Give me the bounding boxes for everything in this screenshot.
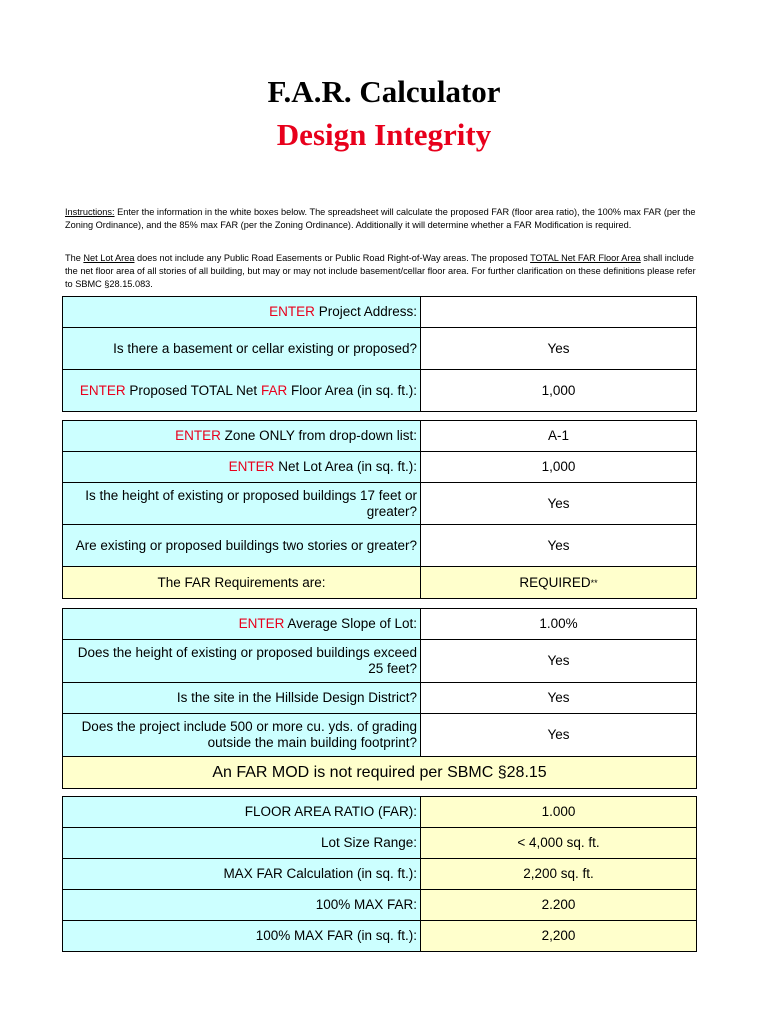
floor-area-ratio-label: FLOOR AREA RATIO (FAR): xyxy=(63,797,421,828)
lot-size-range-value: < 4,000 sq. ft. xyxy=(421,828,697,859)
max-far-100-sqft-value: 2,200 xyxy=(421,921,697,952)
project-address-input[interactable] xyxy=(421,297,697,328)
net-lot-area-row xyxy=(63,452,697,483)
hillside-row xyxy=(63,683,697,714)
hillside-select[interactable]: Yes xyxy=(421,683,697,714)
far-requirements-row xyxy=(63,567,697,599)
definitions-text-a: The xyxy=(65,253,84,263)
zone-label: ENTER Zone ONLY from drop-down list: xyxy=(63,421,421,452)
two-stories-label: Are existing or proposed buildings two stories or greater? xyxy=(63,525,421,567)
far-requirements-label: The FAR Requirements are: xyxy=(63,567,421,599)
height-17-select[interactable]: Yes xyxy=(421,483,697,525)
definitions-text-b: does not include any Public Road Easements or Public Road Right-of-Way areas. The proposed xyxy=(134,253,531,263)
max-far-100-sqft-label: 100% MAX FAR (in sq. ft.): xyxy=(63,921,421,952)
height-17-row xyxy=(63,483,697,525)
floor-area-row xyxy=(63,370,697,412)
far-mod-row xyxy=(63,757,697,789)
project-info-table xyxy=(62,296,697,412)
lot-size-range-label: Lot Size Range: xyxy=(63,828,421,859)
floor-area-ratio-value: 1.000 xyxy=(421,797,697,828)
page-subtitle: Design Integrity xyxy=(276,117,492,152)
basement-label: Is there a basement or cellar existing or proposed? xyxy=(63,328,421,370)
lot-size-range-row xyxy=(63,828,697,859)
grading-row xyxy=(63,714,697,757)
height-25-label: Does the height of existing or proposed buildings exceed 25 feet? xyxy=(63,640,421,683)
zone-row xyxy=(63,421,697,452)
avg-slope-row xyxy=(63,609,697,640)
net-lot-area-label: ENTER Net Lot Area (in sq. ft.): xyxy=(63,452,421,483)
project-address-row xyxy=(63,297,697,328)
height-17-label: Is the height of existing or proposed buildings 17 feet or greater? xyxy=(63,483,421,525)
instructions-paragraph-1 xyxy=(65,206,701,232)
project-address-label: ENTER Project Address: xyxy=(63,297,421,328)
avg-slope-input[interactable]: 1.00% xyxy=(421,609,697,640)
far-results-table xyxy=(62,796,697,952)
far-row xyxy=(63,797,697,828)
max-far-calc-row xyxy=(63,859,697,890)
slope-grading-table xyxy=(62,608,697,789)
basement-row xyxy=(63,328,697,370)
page-title: F.A.R. Calculator xyxy=(267,74,501,109)
two-stories-select[interactable]: Yes xyxy=(421,525,697,567)
net-lot-area-term: Net Lot Area xyxy=(83,253,135,263)
total-net-far-floor-area-term: TOTAL Net FAR Floor Area xyxy=(530,253,641,263)
instructions-paragraph-2 xyxy=(65,252,701,291)
height-25-select[interactable]: Yes xyxy=(421,640,697,683)
max-far-100-row xyxy=(63,890,697,921)
max-far-calc-value: 2,200 sq. ft. xyxy=(421,859,697,890)
max-far-100-label: 100% MAX FAR: xyxy=(63,890,421,921)
avg-slope-label: ENTER Average Slope of Lot: xyxy=(63,609,421,640)
grading-select[interactable]: Yes xyxy=(421,714,697,757)
height-25-row xyxy=(63,640,697,683)
far-mod-message: An FAR MOD is not required per SBMC §28.15 xyxy=(63,757,697,789)
net-lot-area-input[interactable]: 1,000 xyxy=(421,452,697,483)
max-far-calc-label: MAX FAR Calculation (in sq. ft.): xyxy=(63,859,421,890)
grading-label: Does the project include 500 or more cu. yds. of grading outside the main building footprint? xyxy=(63,714,421,757)
floor-area-input[interactable]: 1,000 xyxy=(421,370,697,412)
zoning-table xyxy=(62,420,697,599)
instructions-heading: Instructions: xyxy=(65,207,115,217)
far-requirements-value: REQUIRED** xyxy=(421,567,697,599)
hillside-label: Is the site in the Hillside Design District? xyxy=(63,683,421,714)
max-far-100-sqft-row xyxy=(63,921,697,952)
basement-select[interactable]: Yes xyxy=(421,328,697,370)
instructions-text: Enter the information in the white boxes below. The spreadsheet will calculate the proposed FAR (floor area ratio), the 100% max FAR (per the Zoning Ordinance), and the 85% max FAR (per the Zoning Ordinance). Additionally it will determine whether a FAR Modification is required. xyxy=(65,207,696,230)
max-far-100-value: 2.200 xyxy=(421,890,697,921)
zone-dropdown[interactable]: A-1 xyxy=(421,421,697,452)
two-stories-row xyxy=(63,525,697,567)
floor-area-label: ENTER Proposed TOTAL Net FAR Floor Area (in sq. ft.): xyxy=(63,370,421,412)
definitions-text-c: shall include the net floor area of all stories of all building, but may or may not include basement/cellar floor area. For further clarification on these definitions please refer to SBMC §28.15.083. xyxy=(65,253,696,289)
